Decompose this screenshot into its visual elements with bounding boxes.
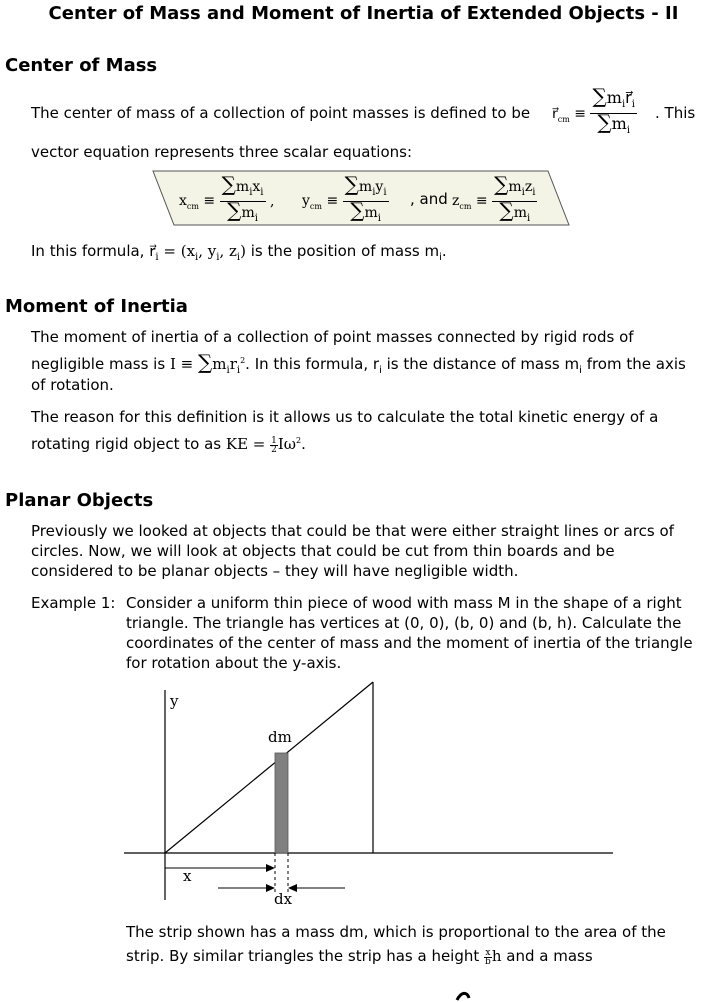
com-paragraph-line1	[31, 103, 530, 123]
moi-line-4: The reason for this definition is it allows us to calculate the total kinetic energy of a	[31, 408, 659, 426]
moi-line-3: of rotation.	[31, 376, 114, 394]
com-vector-formula: $r⃗_{cm}$ ≡ $\frac{\sum m_ir⃗_i}{\sum m_i}$	[552, 84, 635, 137]
dx-label: dx	[274, 890, 293, 908]
formula-end: .	[441, 242, 447, 260]
com-text-2: . This	[655, 104, 696, 122]
strip-height-formula: $\frac{x}{b}$ h	[485, 947, 502, 967]
page-title: Center of Mass and Moment of Inertia of Extended Objects - II	[48, 3, 679, 24]
dm-label: dm	[268, 728, 292, 746]
example-line-3: coordinates of the center of mass and the moment of inertia of the triangle	[126, 634, 693, 652]
ycm-equation: $y_{cm}$ ≡ $\frac{\sum m_iy_i}{\sum m_i}$	[302, 172, 387, 224]
zcm-equation: $z_{cm}$ ≡ $\frac{\sum m_iz_i}{\sum m_i}$	[452, 172, 536, 224]
example-line-4: for rotation about the y-axis.	[126, 654, 342, 672]
cutoff-formula-fragment	[452, 988, 472, 1002]
triangle-diagram	[0, 670, 727, 915]
com-text-3: vector equation represents three scalar equations:	[31, 143, 413, 161]
formula-sub-i: i	[439, 252, 442, 263]
moi-line-2-post: . In this formula, r	[245, 355, 380, 373]
example-line-1: Consider a uniform thin piece of wood with mass M in the shape of a right	[126, 594, 682, 612]
planar-line-1: Previously we looked at objects that could be that were either straight lines or arcs of	[31, 522, 674, 540]
strip-line-1: The strip shown has a mass dm, which is proportional to the area of the	[126, 923, 666, 941]
triangle-hypotenuse	[165, 682, 373, 853]
moi-line-2-post2: is the distance of mass m	[381, 355, 580, 373]
triangle-diagram-svg	[0, 670, 727, 915]
com-formula-line	[31, 241, 447, 268]
example-line-2: triangle. The triangle has vertices at (0, 0), (b, 0) and (b, h). Calculate the	[126, 614, 682, 632]
com-text-1: The center of mass of a collection of point masses is defined to be	[31, 104, 531, 122]
y-axis-label: y	[170, 692, 179, 710]
strip-line-2	[126, 946, 593, 966]
moi-line-5-pre: rotating rigid object to as	[31, 435, 222, 453]
planar-line-2: circles. Now, we will look at objects that could be cut from thin boards and be	[31, 542, 615, 560]
moi-line-5	[31, 431, 306, 454]
strip-line-2-pre: strip. By similar triangles the strip has a height	[126, 947, 480, 965]
section-heading-planar-objects: Planar Objects	[5, 490, 154, 511]
formula-text-pre: In this formula,	[31, 242, 145, 260]
moi-line-2: negligible mass is $I \equiv \sum m_ir_i^2$. In this formula, $r_i$ is the distance of mass $m_i$ from the axis	[31, 350, 686, 376]
formula-text-post: is the position of mass m	[250, 242, 440, 260]
scalar-equations-box	[152, 170, 570, 226]
planar-line-3: considered to be planar objects – they will have negligible width.	[31, 562, 519, 580]
strip-line-2-post: and a mass	[506, 947, 593, 965]
dm-strip	[275, 753, 288, 853]
x-arrowhead	[266, 864, 275, 872]
moi-line-1: The moment of inertia of a collection of point masses connected by rigid rods of	[31, 328, 634, 346]
inertia-formula: $I \equiv \sum m_ir_i^2$	[169, 350, 246, 376]
x-distance-label: x	[183, 867, 192, 885]
example-label: Example 1:	[31, 594, 116, 612]
and-word: , and	[410, 190, 448, 208]
kinetic-energy-formula: KE = $\frac{1}{2}$ $I\omega^2$	[225, 435, 302, 455]
moi-line-2-post3: from the axis	[581, 355, 686, 373]
section-heading-center-of-mass: Center of Mass	[5, 55, 158, 76]
moi-line-2-pre: negligible mass is	[31, 355, 166, 373]
section-heading-moment-of-inertia: Moment of Inertia	[5, 296, 188, 317]
position-vector: $r⃗_i = (x_i$, $y_i$, $z_i$)	[149, 242, 246, 263]
moi-line-5-end: .	[301, 435, 306, 453]
xcm-equation: $x_{cm}$ ≡ $\frac{\sum m_ix_i}{\sum m_i}$ ,	[179, 172, 275, 224]
